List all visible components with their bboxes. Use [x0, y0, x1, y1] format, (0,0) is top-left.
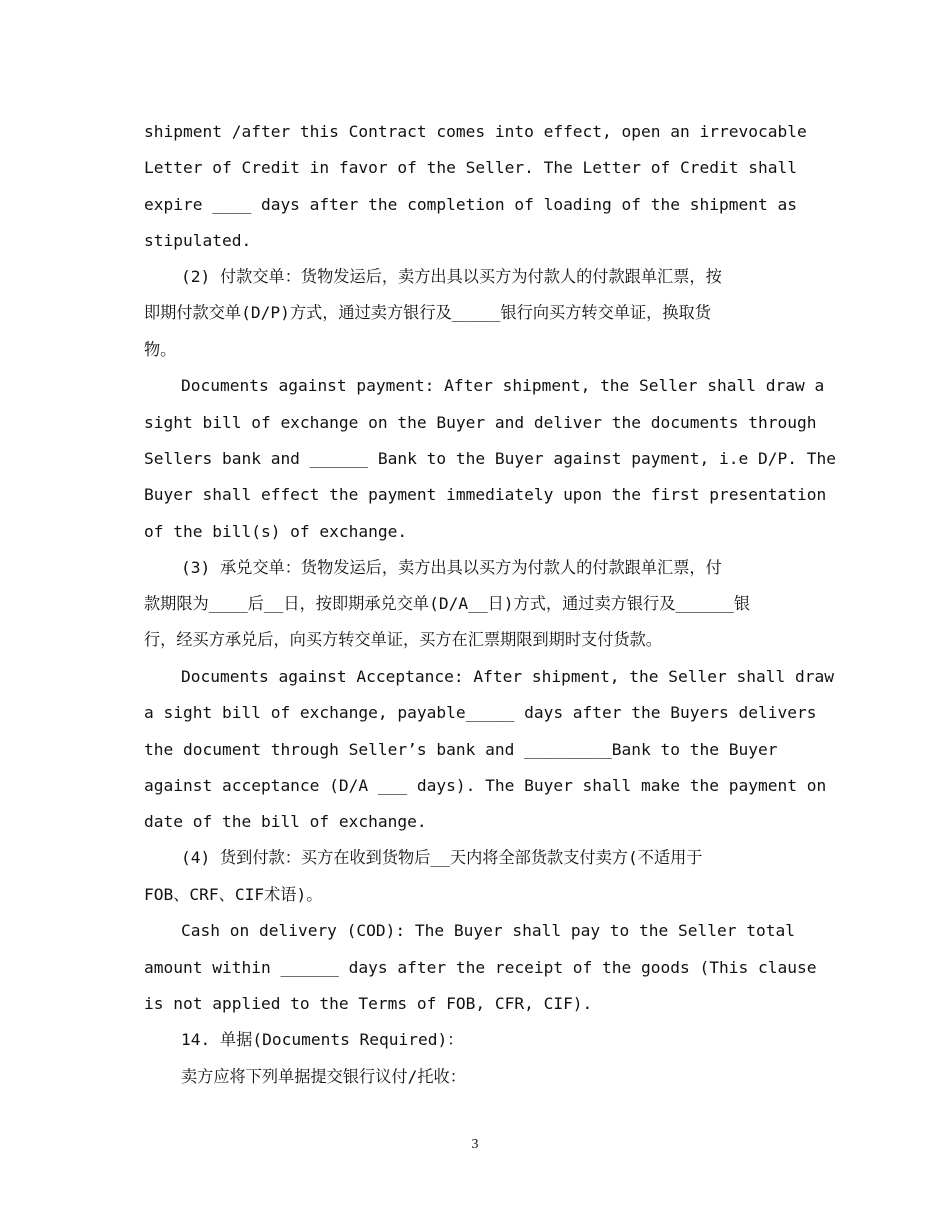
page-number: 3	[471, 1137, 479, 1152]
text-line: 物。	[144, 340, 177, 359]
text-line: Cash on delivery (COD): The Buyer shall pay to the Seller total	[181, 921, 795, 940]
text-line: FOB、CRF、CIF术语)。	[144, 885, 323, 904]
section-14-heading: 14. 单据(Documents Required)：	[181, 1030, 464, 1049]
text-line: 行，经买方承兑后，向买方转交单证，买方在汇票期限到期时支付货款。	[144, 630, 662, 649]
text-line: 款期限为____后__日，按即期承兑交单(D/A__日)方式，通过卖方银行及______银	[144, 594, 751, 613]
text-line: the document through Seller’s bank and _________Bank to the Buyer	[144, 740, 778, 759]
text-line: against acceptance (D/A ___ days). The Buyer shall make the payment on	[144, 776, 827, 795]
text-line: 卖方应将下列单据提交银行议付/托收：	[181, 1067, 466, 1086]
text-line: Documents against payment: After shipment, the Seller shall draw a	[181, 376, 825, 395]
text-line: expire ____ days after the completion of loading of the shipment as	[144, 195, 797, 214]
text-line: sight bill of exchange on the Buyer and deliver the documents through	[144, 413, 817, 432]
text-line: a sight bill of exchange, payable_____ days after the Buyers delivers	[144, 703, 817, 722]
text-line: date of the bill of exchange.	[144, 812, 427, 831]
clause-4-heading: (4) 货到付款：买方在收到货物后__天内将全部货款支付卖方(不适用于	[181, 848, 703, 867]
text-line: of the bill(s) of exchange.	[144, 522, 408, 541]
text-line: 即期付款交单(D/P)方式，通过卖方银行及_____银行向买方转交单证，换取货	[144, 303, 711, 322]
text-line: stipulated.	[144, 231, 252, 250]
text-line: Buyer shall effect the payment immediately upon the first presentation	[144, 485, 827, 504]
clause-3-heading: (3) 承兑交单：货物发运后，卖方出具以买方为付款人的付款跟单汇票，付	[181, 558, 722, 577]
text-line: Documents against Acceptance: After shipment, the Seller shall draw	[181, 667, 834, 686]
text-line: shipment /after this Contract comes into effect, open an irrevocable	[144, 122, 807, 141]
text-line: Letter of Credit in favor of the Seller. The Letter of Credit shall	[144, 158, 797, 177]
clause-2-heading: (2) 付款交单：货物发运后，卖方出具以买方为付款人的付款跟单汇票，按	[181, 267, 722, 286]
text-line: Sellers bank and ______ Bank to the Buyer against payment, i.e D/P. The	[144, 449, 836, 468]
text-line: amount within ______ days after the receipt of the goods (This clause	[144, 958, 817, 977]
text-line: is not applied to the Terms of FOB, CFR, CIF).	[144, 994, 593, 1013]
